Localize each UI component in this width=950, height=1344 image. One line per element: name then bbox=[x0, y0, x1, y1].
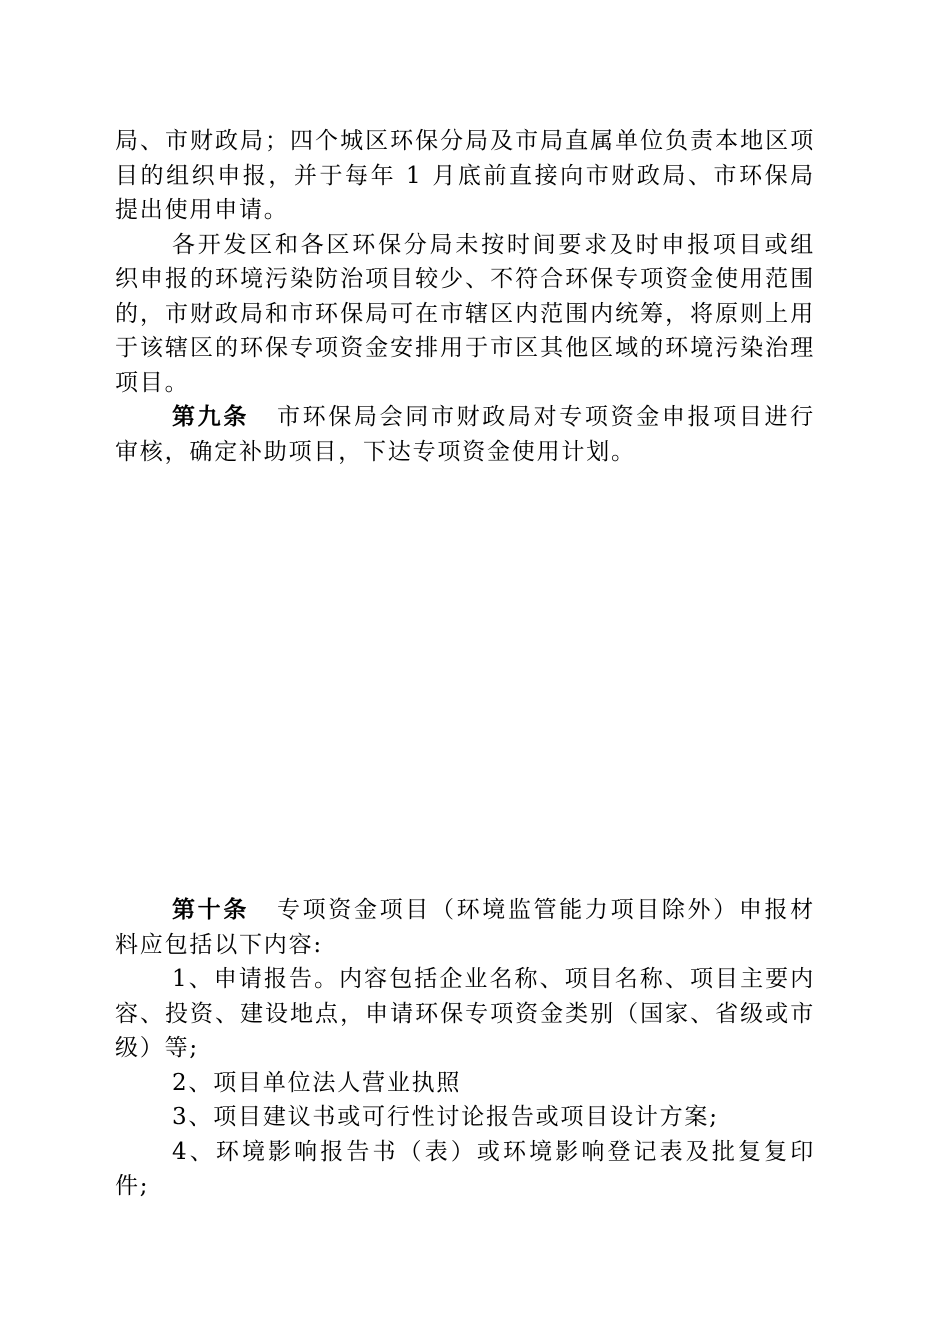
text-block-bottom bbox=[115, 893, 815, 1204]
article-9-text: 市环保局会同市财政局对专项资金申报项目进行审核，确定补助项目，下达专项资金使用计划。 bbox=[115, 404, 815, 465]
text-block-top bbox=[115, 124, 815, 469]
paragraph-development-zones: 各开发区和各区环保分局未按时间要求及时申报项目或组织申报的环境污染防治项目较少、不符合环保专项资金使用范围的，市财政局和市环保局可在市辖区内范围内统筹，将原则上用于该辖区的环保专项资金安排用于市区其他区域的环境污染治理项目。 bbox=[115, 231, 815, 396]
paragraph-continuation: 局、市财政局；四个城区环保分局及市局直属单位负责本地区项目的组织申报，并于每年 1 月底前直接向市财政局、市环保局提出使用申请。 bbox=[115, 128, 815, 223]
article-10-label: 第十条 bbox=[172, 897, 249, 923]
article-10-text: 专项资金项目（环境监管能力项目除外）申报材料应包括以下内容: bbox=[115, 897, 815, 958]
article-9-label: 第九条 bbox=[172, 404, 249, 430]
article-9 bbox=[115, 400, 815, 469]
article-10 bbox=[115, 893, 815, 962]
list-item-2: 2、项目单位法人营业执照 bbox=[172, 1069, 462, 1096]
list-item-4: 4、环境影响报告书（表）或环境影响登记表及批复复印件; bbox=[115, 1138, 815, 1199]
list-item-3: 3、项目建议书或可行性讨论报告或项目设计方案; bbox=[172, 1104, 719, 1130]
list-item-1: 1、申请报告。内容包括企业名称、项目名称、项目主要内容、投资、建设地点，申请环保专项资金类别（国家、省级或市级）等; bbox=[115, 966, 815, 1061]
